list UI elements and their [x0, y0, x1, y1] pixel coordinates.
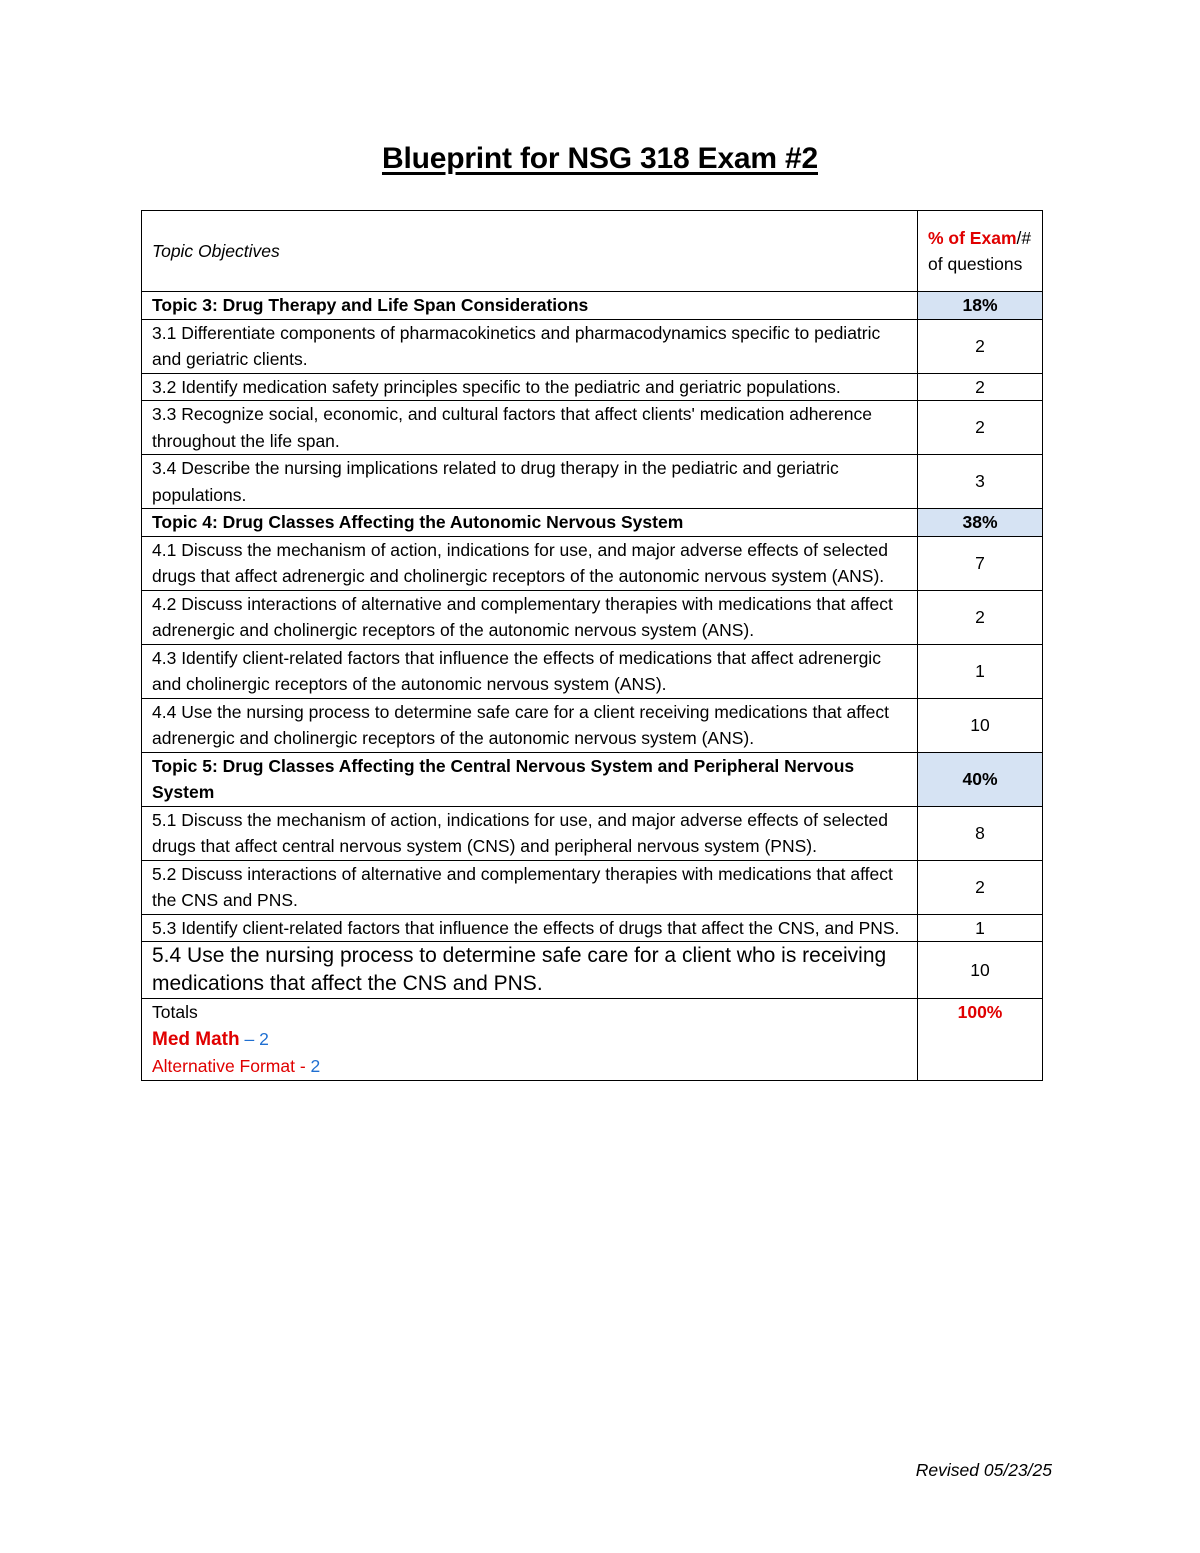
- objective-text: 3.3 Recognize social, economic, and cultural factors that affect clients' medication adherence throughout the life span.: [142, 401, 918, 455]
- alt-format-label: Alternative Format -: [152, 1056, 311, 1076]
- objective-text: 3.4 Describe the nursing implications related to drug therapy in the pediatric and geriatric populations.: [142, 455, 918, 509]
- topic-percent: 38%: [918, 509, 1043, 537]
- objective-count: 1: [918, 644, 1043, 698]
- objective-text: 4.3 Identify client-related factors that influence the effects of medications that affect adrenergic and cholinergic receptors of the autonomic nervous system (ANS).: [142, 644, 918, 698]
- objective-row: [142, 401, 1043, 455]
- header-count-label: /# of questions: [928, 227, 1032, 274]
- objective-row: [142, 860, 1043, 914]
- objective-text: 5.1 Discuss the mechanism of action, indications for use, and major adverse effects of selected drugs that affect central nervous system (CNS) and peripheral nervous system (PNS).: [142, 806, 918, 860]
- objective-count: 8: [918, 806, 1043, 860]
- objective-text: 5.3 Identify client-related factors that influence the effects of drugs that affect the CNS, and PNS.: [142, 914, 918, 942]
- objective-count: 3: [918, 455, 1043, 509]
- header-row: [142, 211, 1043, 292]
- objective-count: 7: [918, 536, 1043, 590]
- header-percent-label: % of Exam: [928, 227, 1017, 248]
- objective-count: 1: [918, 914, 1043, 942]
- blueprint-table: [141, 210, 1043, 1081]
- objective-text: 3.2 Identify medication safety principles specific to the pediatric and geriatric populations.: [142, 373, 918, 401]
- objective-count: 2: [918, 319, 1043, 373]
- objective-row: [142, 590, 1043, 644]
- totals-cell: [142, 999, 918, 1081]
- med-math-label: Med Math: [152, 1028, 240, 1050]
- totals-percent: 100%: [918, 999, 1043, 1081]
- objective-row: [142, 373, 1043, 401]
- objective-count: 2: [918, 401, 1043, 455]
- alt-format-line: [152, 1053, 907, 1080]
- header-objectives-label: Topic Objectives: [152, 240, 280, 261]
- objective-count: 10: [918, 942, 1043, 999]
- topic-row: [142, 752, 1043, 806]
- header-percent-cell: [918, 211, 1043, 292]
- header-objectives-cell: [142, 211, 918, 292]
- objective-row: [142, 536, 1043, 590]
- med-math-line: [152, 1026, 907, 1054]
- topic-title: Topic 4: Drug Classes Affecting the Autonomic Nervous System: [142, 509, 918, 537]
- objective-row: [142, 698, 1043, 752]
- topic-title: Topic 5: Drug Classes Affecting the Central Nervous System and Peripheral Nervous System: [142, 752, 918, 806]
- objective-text: 4.1 Discuss the mechanism of action, indications for use, and major adverse effects of selected drugs that affect adrenergic and cholinergic receptors of the autonomic nervous system (ANS).: [142, 536, 918, 590]
- objective-text: 3.1 Differentiate components of pharmacokinetics and pharmacodynamics specific to pediatric and geriatric clients.: [142, 319, 918, 373]
- objective-count: 2: [918, 373, 1043, 401]
- med-math-value: 2: [259, 1028, 269, 1049]
- objective-row: [142, 644, 1043, 698]
- revised-date: Revised 05/23/25: [915, 1460, 1052, 1480]
- alt-format-value: 2: [310, 1056, 321, 1076]
- objective-text: 5.4 Use the nursing process to determine safe care for a client who is receiving medications that affect the CNS and PNS.: [142, 942, 918, 999]
- topic-percent: 40%: [918, 752, 1043, 806]
- totals-label: Totals: [152, 1002, 198, 1022]
- objective-text: 5.2 Discuss interactions of alternative and complementary therapies with medications that affect the CNS and PNS.: [142, 860, 918, 914]
- page-title: Blueprint for NSG 318 Exam #2: [381, 142, 818, 175]
- objective-row: [142, 914, 1043, 942]
- objective-text: 4.4 Use the nursing process to determine safe care for a client receiving medications that affect adrenergic and cholinergic receptors of the autonomic nervous system (ANS).: [142, 698, 918, 752]
- objective-count: 2: [918, 860, 1043, 914]
- objective-count: 10: [918, 698, 1043, 752]
- topic-title: Topic 3: Drug Therapy and Life Span Considerations: [142, 292, 918, 320]
- objective-row: [142, 806, 1043, 860]
- objective-row: [142, 942, 1043, 999]
- totals-row: [142, 999, 1043, 1081]
- topic-row: [142, 509, 1043, 537]
- objective-row: [142, 455, 1043, 509]
- objective-text: 4.2 Discuss interactions of alternative and complementary therapies with medications that affect adrenergic and cholinergic receptors of the autonomic nervous system (ANS).: [142, 590, 918, 644]
- topic-percent: 18%: [918, 292, 1043, 320]
- objective-row: [142, 319, 1043, 373]
- med-math-separator: –: [239, 1028, 260, 1049]
- topic-row: [142, 292, 1043, 320]
- objective-count: 2: [918, 590, 1043, 644]
